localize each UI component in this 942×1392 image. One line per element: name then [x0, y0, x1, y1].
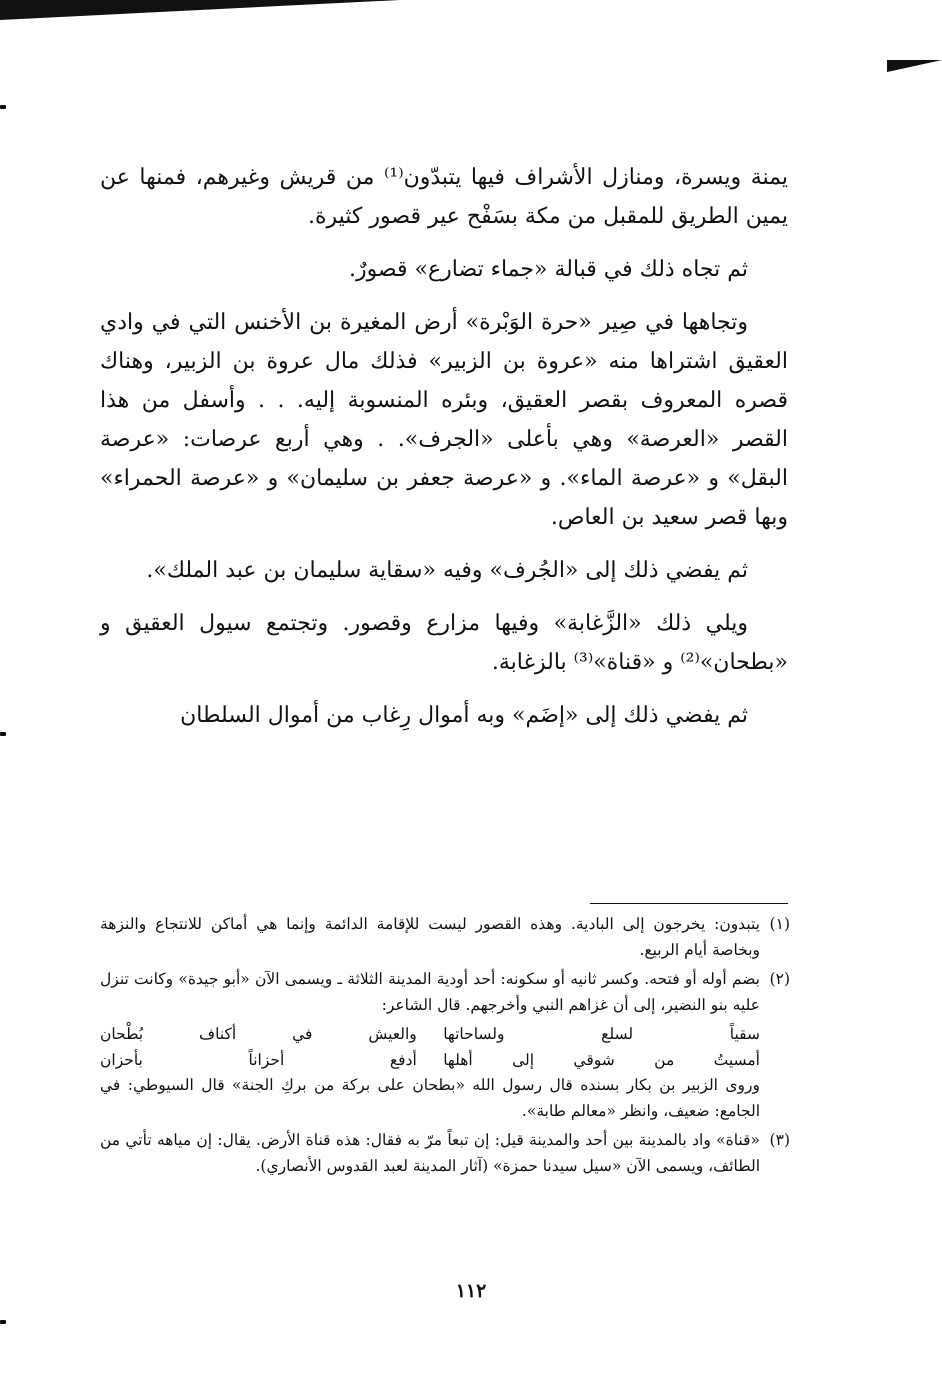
scan-edge-shadow-top: [0, 0, 400, 20]
paragraph: ويلي ذلك «الزَّغابة» وفيها مزارع وقصور. وتجتمع سيول العقيق و «بطحان»⁽²⁾ و «قناة»⁽³⁾ بالزغابة.: [100, 611, 788, 675]
footnote-1: [100, 912, 790, 963]
footnote-number: (٣): [769, 1131, 790, 1149]
paragraph: وتجاهها في صِير «حرة الوَبْرة» أرض المغيرة بن الأخنس التي في وادي العقيق اشتراها منه «عروة بن الزبير» فذلك مال عروة بن الزبير، وهناك قصره المعروف بقصر العقيق، وبئره المنسوبة إليه. . . وأسفل من هذا القصر «العرصة» وهي بأعلى «الجرف». . وهي أربع عرصات: «عرصة البقل» و «عرصة الماء». و «عرصة جعفر بن سليمان» و «عرصة الحمراء» وبها قصر سعيد بن العاص.: [100, 310, 788, 530]
footnote-text: وروى الزبير بن بكار بسنده قال رسول الله «بطحان على بركة من بركِ الجنة» قال السيوطي: في الجامع: ضعيف، وانظر «معالم طابة».: [100, 1076, 760, 1120]
main-text: [100, 158, 788, 749]
footnote-2: [100, 967, 790, 1018]
scan-mark: [0, 1320, 6, 1324]
scan-mark: [0, 732, 6, 736]
paragraph: ثم يفضي ذلك إلى «الجُرف» وفيه «سقاية سليمان بن عبد الملك».: [146, 558, 748, 583]
paragraph: ثم تجاه ذلك في قبالة «جماء تضارع» قصورٌ.: [348, 257, 748, 282]
paragraph: يمنة ويسرة، ومنازل الأشراف فيها يتبدّون⁽¹⁾ من قريش وغيرهم، فمنها عن يمين الطريق للمقبل من مكة بسَفْح عير قصور كثيرة.: [100, 165, 788, 229]
footnote-number: (١): [769, 915, 790, 933]
scan-edge-shadow-right: [887, 60, 942, 150]
footnote-text: بضم أوله أو فتحه. وكسر ثانيه أو سكونه: أحد أودية المدينة الثلاثة ـ ويسمى الآن «أبو جيدة» وكانت تنزل عليه بنو النضير، إلى أن غزاهم النبي وأخرجهم. قال الشاعر:: [100, 970, 760, 1014]
verse-hemistich: أمسيتُ من شوقي إلى أهلها: [443, 1050, 760, 1069]
scan-mark: [0, 105, 6, 109]
poem-verse: [100, 1048, 790, 1074]
verse-hemistich: سقياً لسلع ولساحاتها: [443, 1025, 760, 1043]
footnote-separator: [590, 903, 788, 904]
verse-hemistich: أدفع أحزاناً بأحزان: [100, 1050, 417, 1069]
footnote-text: يتبدون: يخرجون إلى البادية. وهذه القصور ليست للإقامة الدائمة وإنما هي أماكن للانتجاع والنزهة وبخاصة أيام الربيع.: [100, 915, 760, 959]
footnote-text: «قناة» واد بالمدينة بين أحد والمدينة قيل: إن تبعاً مرّ به فقال: هذه قناة الأرض. يقال: إن مياهه تأتي من الطائف، ويسمى الآن «سيل سيدنا حمزة» (آثار المدينة لعبد القدوس الأنصاري).: [100, 1131, 760, 1175]
verse-hemistich: والعيش في أكناف بُطْحان: [100, 1025, 417, 1043]
footnote-3: [100, 1128, 790, 1179]
footnotes: [100, 912, 790, 1183]
footnote-2-continued: [100, 1073, 790, 1124]
page-number: ١١٢: [455, 1280, 487, 1302]
footnote-number: (٢): [769, 970, 790, 988]
paragraph: ثم يفضي ذلك إلى «إضَم» وبه أموال رِغاب من أموال السلطان: [180, 703, 748, 728]
poem-verse: [100, 1022, 790, 1048]
